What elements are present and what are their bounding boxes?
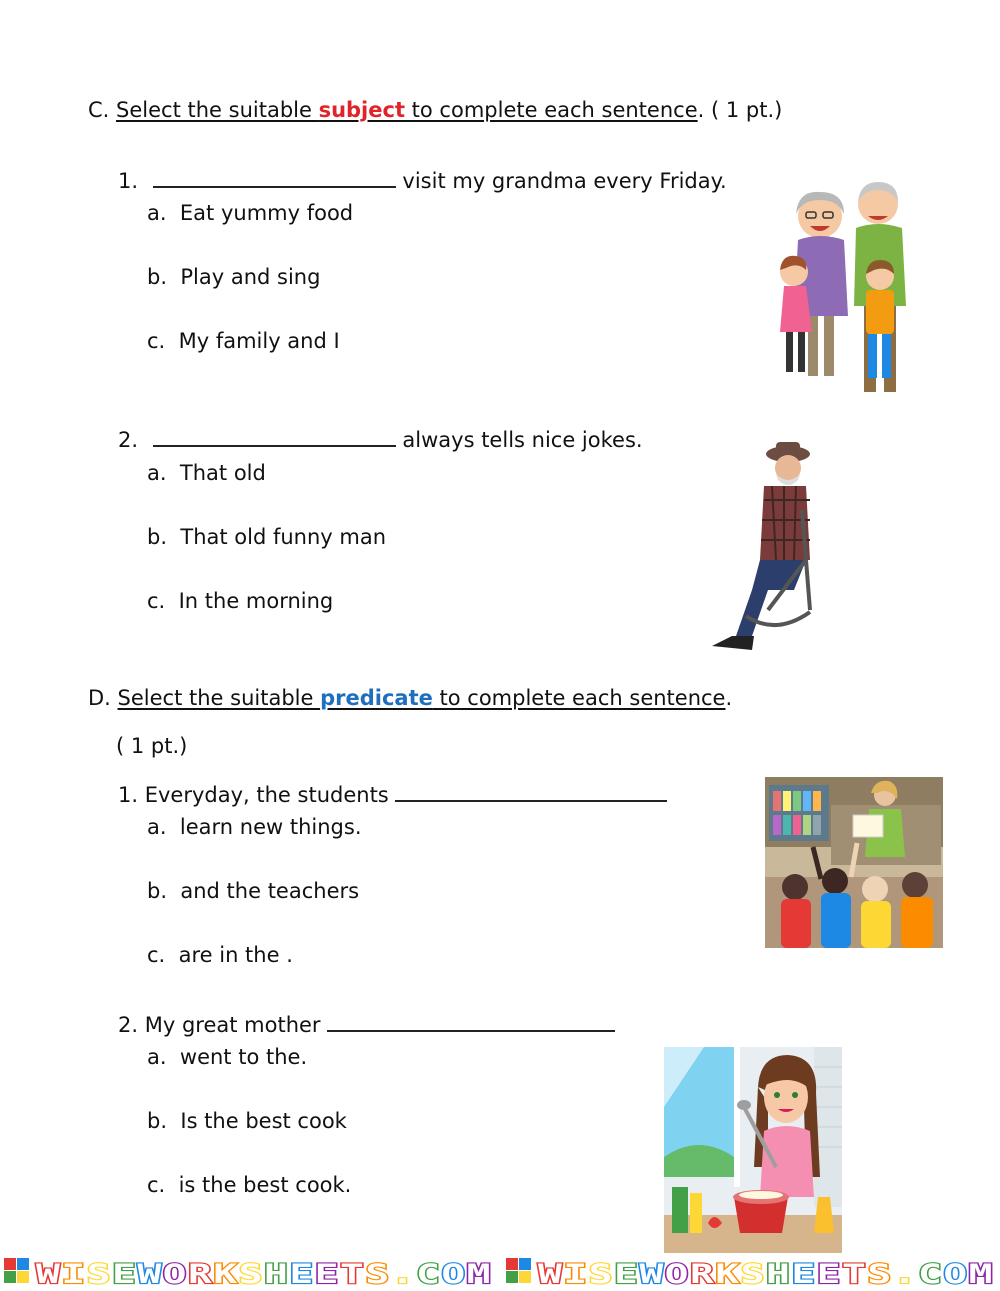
question-text: My great mother [144, 1013, 328, 1037]
question-number: 2. [118, 428, 139, 452]
old-man-illustration [706, 440, 816, 654]
watermark-letter: M [466, 1259, 484, 1290]
option-d1-c[interactable]: c. are in the . [147, 943, 293, 967]
watermark-letter: W [137, 1259, 155, 1290]
option-d2-c[interactable]: c. is the best cook. [147, 1173, 352, 1197]
watermark-letter: K [715, 1259, 733, 1290]
question-c1 [118, 166, 727, 194]
question-text: visit my grandma every Friday. [395, 169, 727, 193]
section-c-letter: C. [88, 98, 110, 122]
watermark-letter: S [86, 1259, 104, 1290]
option-c2-a[interactable]: a. That old [147, 461, 266, 485]
section-d-heading: D. Select the suitable predicate to complete each sentence. [88, 686, 733, 710]
watermark-letter: H [766, 1259, 784, 1290]
watermark-letter: O [162, 1259, 180, 1290]
watermark-letter: S [238, 1259, 256, 1290]
answer-blank[interactable] [327, 1010, 615, 1032]
predicate-keyword: predicate [320, 686, 433, 710]
watermark-text-right [538, 1259, 994, 1290]
option-c1-b[interactable]: b. Play and sing [147, 265, 321, 289]
watermark-letter: C [918, 1259, 936, 1290]
question-number: 2. [118, 1013, 139, 1037]
answer-blank[interactable] [153, 166, 396, 188]
question-c2 [118, 425, 643, 453]
watermark-letter: T [842, 1259, 860, 1290]
watermark-letter: E [614, 1259, 632, 1290]
watermark-letter: R [690, 1259, 708, 1290]
watermark-letter: M [968, 1259, 986, 1290]
watermark-letter: E [112, 1259, 130, 1290]
watermark-letter: O [441, 1259, 459, 1290]
watermark-letter: E [816, 1259, 834, 1290]
question-number: 1. [118, 169, 139, 193]
watermark-letter: W [538, 1259, 556, 1290]
option-d1-b[interactable]: b. and the teachers [147, 879, 360, 903]
watermark-logo-left [4, 1258, 29, 1283]
watermark-text-left [36, 1259, 492, 1290]
watermark-letter: C [416, 1259, 434, 1290]
watermark-letter: K [213, 1259, 231, 1290]
question-text: always tells nice jokes. [395, 428, 643, 452]
watermark-logo-right [506, 1258, 531, 1283]
question-d1 [118, 780, 667, 808]
watermark-letter: W [639, 1259, 657, 1290]
section-d-points: ( 1 pt.) [116, 734, 188, 758]
section-c-heading [88, 97, 782, 123]
mother-cooking-illustration [664, 1047, 842, 1253]
subject-keyword: subject [318, 98, 405, 122]
watermark-banner [0, 1254, 1000, 1291]
family-illustration [768, 176, 918, 398]
question-text: Everyday, the students [144, 783, 396, 807]
watermark-letter: I [61, 1259, 79, 1290]
section-c-instruction: Select the suitable subject to complete each sentence [116, 98, 698, 122]
watermark-letter: E [314, 1259, 332, 1290]
watermark-letter: T [340, 1259, 358, 1290]
answer-blank[interactable] [153, 425, 396, 447]
option-d2-b[interactable]: b. Is the best cook [147, 1109, 347, 1133]
watermark-letter: R [188, 1259, 206, 1290]
watermark-letter: S [867, 1259, 885, 1290]
option-d1-a[interactable]: a. learn new things. [147, 815, 362, 839]
section-d-letter: D. [88, 686, 111, 710]
classroom-photo [765, 777, 943, 948]
option-c1-c[interactable]: c. My family and I [147, 329, 340, 353]
watermark-letter: O [943, 1259, 961, 1290]
watermark-letter: W [36, 1259, 54, 1290]
question-number: 1. [118, 783, 139, 807]
option-d2-a[interactable]: a. went to the. [147, 1045, 308, 1069]
watermark-letter: . [390, 1259, 408, 1290]
option-c1-a[interactable]: a. Eat yummy food [147, 201, 354, 225]
section-c-points: . ( 1 pt.) [697, 98, 783, 122]
watermark-letter: E [791, 1259, 809, 1290]
watermark-letter: S [740, 1259, 758, 1290]
option-c2-b[interactable]: b. That old funny man [147, 525, 387, 549]
watermark-letter: H [264, 1259, 282, 1290]
watermark-letter: . [892, 1259, 910, 1290]
watermark-letter: S [365, 1259, 383, 1290]
watermark-letter: E [289, 1259, 307, 1290]
answer-blank[interactable] [395, 780, 667, 802]
question-d2 [118, 1010, 615, 1038]
watermark-letter: I [563, 1259, 581, 1290]
section-d-instruction: Select the suitable predicate to complete each sentence [117, 686, 726, 710]
watermark-letter: S [588, 1259, 606, 1290]
watermark-letter: O [664, 1259, 682, 1290]
option-c2-c[interactable]: c. In the morning [147, 589, 334, 613]
